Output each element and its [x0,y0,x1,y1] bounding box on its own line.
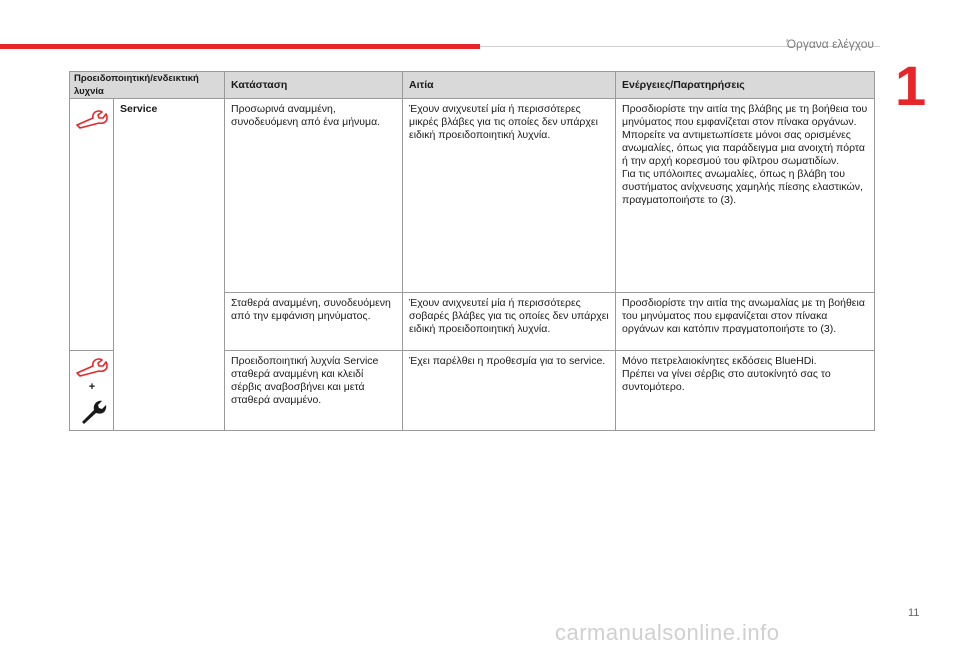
wrench-outline-icon [74,357,110,377]
text-line: συντομότερο. [622,381,685,393]
text-line: του μηνύματος που εμφανίζεται στον πίνακα [622,310,828,322]
watermark: carmanualsonline.info [555,620,780,645]
text-line: ειδική προειδοποιητική λυχνία. [409,129,551,141]
text-line: Πρέπει να γίνει σέρβις στο αυτοκίνητό σας το [622,368,831,380]
icon-cell [70,351,114,431]
column-header-cause: Αιτία [403,72,616,99]
page-number: 11 [908,607,920,619]
cause-cell [403,351,616,431]
text-line: πραγματοποιήστε το (3). [622,194,737,206]
state-cell [225,351,403,431]
text-line: από την εμφάνιση μηνύματος. [231,310,371,322]
cause-cell [403,293,616,351]
text-line: συνοδευόμενη από ένα μήνυμα. [231,116,381,128]
action-cell [616,351,875,431]
text-line: Προσδιορίστε την αιτία της ανωμαλίας με τη βοήθεια [622,297,865,309]
text-line: Σταθερά αναμμένη, συνοδευόμενη [231,297,391,309]
text-line: Μπορείτε να αντιμετωπίσετε μόνοι σας ορισμένες [622,129,851,141]
column-header-action: Ενέργειες/Παρατηρήσεις [616,72,875,99]
text-line: Προσδιορίστε την αιτία της βλάβης με τη βοήθεια του [622,103,868,115]
text-line: ανωμαλίες, όπως για παράδειγμα μια ανοιχτή πόρτα [622,142,865,154]
text-line: σταθερά αναμμένη και κλειδί [231,368,364,380]
section-title: Όργανα ελέγχου [786,37,874,51]
text-line: Προσωρινά αναμμένη, [231,103,336,115]
lamp-label: Service [114,99,225,431]
text-line: Μόνο πετρελαιοκίνητες εκδόσεις BlueHDi. [622,355,817,367]
wrench-outline-icon [74,109,110,129]
text-line: ειδική προειδοποιητική λυχνία. [409,323,551,335]
text-line: Για τις υπόλοιπες ανωμαλίες, όπως η βλάβη του [622,168,846,180]
text-line: Έχει παρέλθει η προθεσμία για το service. [409,355,606,367]
icon-cell [70,99,114,351]
text-line: μηνύματος που εμφανίζεται στον πίνακα οργάνων. [622,116,857,128]
text-line: Έχουν ανιχνευτεί μία ή περισσότερες [409,103,581,115]
text-line: συστήματος ανίχνευσης χαμηλής πίεσης ελαστικών, [622,181,863,193]
table-row [70,99,875,293]
column-header-state: Κατάσταση [225,72,403,99]
wrench-solid-icon [77,396,107,426]
state-cell [225,99,403,293]
text-line: Έχουν ανιχνευτεί μία ή περισσότερες [409,297,581,309]
header-accent-bar [0,44,480,49]
table-header-row [70,72,875,99]
text-line: ή την αρχή κορεσμού του φίλτρου σωματιδίων. [622,155,840,167]
plus-sign: + [88,381,96,393]
column-header-lamp: Προειδοποιητική/ενδεικτική λυχνία [70,72,225,99]
state-cell [225,293,403,351]
text-line: σέρβις αναβοσβήνει και μετά [231,381,365,393]
text-line: σοβαρές βλάβες για τις οποίες δεν υπάρχει [409,310,609,322]
text-line: μικρές βλάβες για τις οποίες δεν υπάρχει [409,116,598,128]
action-cell [616,293,875,351]
action-cell [616,99,875,293]
chapter-number: 1 [895,54,927,117]
text-line: οργάνων και κατόπιν πραγματοποιήστε το (3). [622,323,837,335]
cause-cell [403,99,616,293]
text-line: Προειδοποιητική λυχνία Service [231,355,379,367]
warning-lamps-table [69,71,875,431]
text-line: σταθερά αναμμένο. [231,394,322,406]
